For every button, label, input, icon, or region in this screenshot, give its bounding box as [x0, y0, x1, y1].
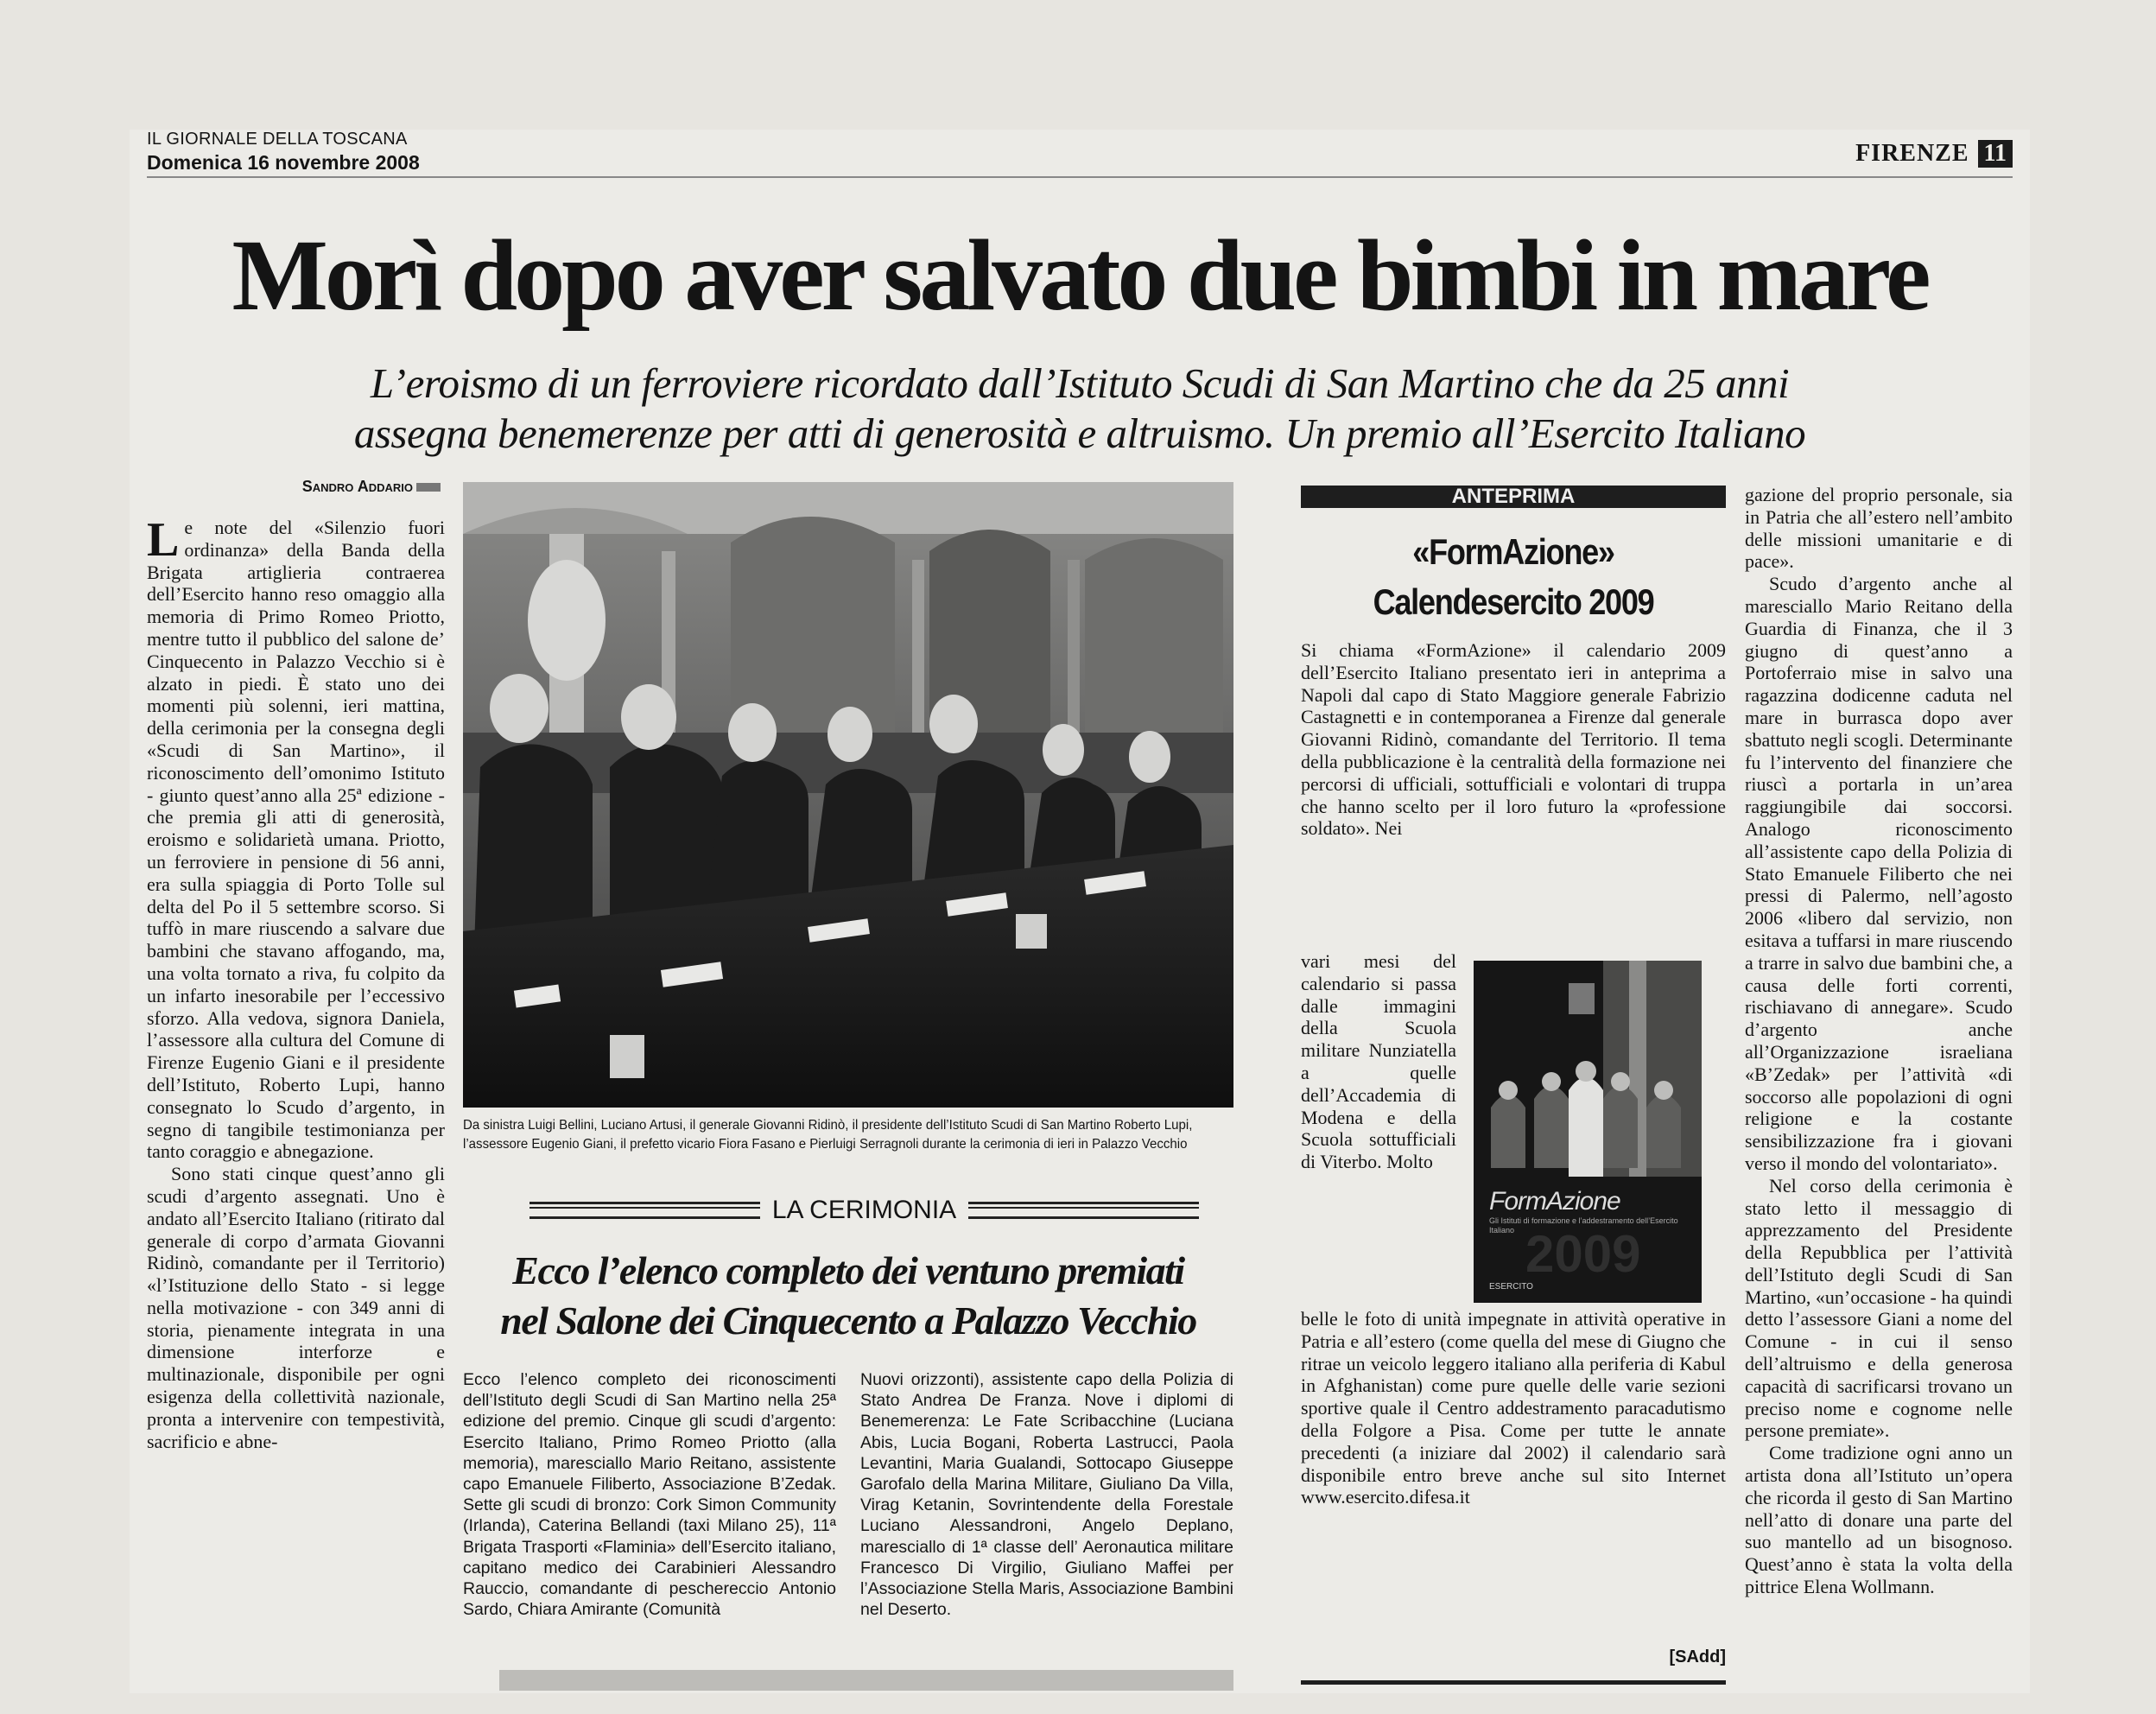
drop-cap: L	[147, 513, 180, 567]
kicker-rule	[968, 1202, 1199, 1219]
section-header	[1855, 140, 2013, 168]
byline	[164, 478, 441, 496]
article-paragraph: gazione del proprio personale, sia in Patria che all’estero nell’ambito delle missioni umanitarie e di pace».	[1745, 484, 2013, 573]
article-paragraph: Come tradizione ogni anno un artista dona all’Istituto un’opera che ricorda il gesto di San Martino nell’atto di donare una parte del suo mantello ad un bisognoso. Quest’anno è stata la volta della pittrice Elena Wollmann.	[1745, 1442, 2013, 1598]
paragraph-text: e note del «Silenzio fuori ordinanza» della Banda della Brigata artiglieria contraerea dell’Esercito hanno reso omaggio alla memoria di Primo Romeo Priotto, mentre tutto il pubblico del salone de’ Cinquecento in Palazzo Vecchio si è alzato in piedi. È stato uno dei momenti più solenni, ieri mattina, della cerimonia per la consegna degli «Scudi di San Martino», il riconoscimento dell’omonimo Istituto - giunto quest’anno alla 25ª edizione - che premia gli atti di generosità, eroismo e solidarietà umana. Priotto, un ferroviere in pensione di 56 anni, era sulla spiaggia di Porto Tolle sul delta del Po il 5 settembre scorso. Si tuffò in mare riuscendo a salvare due bambini che stavano affogando, ma, una volta tornato a riva, fu colpito da un infarto inesorabile per l’eccessivo sforzo. Alla vedova, signora Daniela, l’assessore alla cultura del Comune di Firenze Eugenio Giani e il presidente dell’Istituto, Roberto Lupi, hanno consegnato lo Scudo d’argento, in segno di tangibile testimonianza per tanto coraggio e abnegazione.	[147, 517, 445, 1163]
section-headline-line: Ecco l’elenco completo dei ventuno premiati	[512, 1248, 1184, 1292]
preview-title	[1330, 527, 1696, 627]
calendar-year-watermark: 2009	[1525, 1225, 1641, 1283]
preview-title-line: «FormAzione»	[1412, 531, 1614, 572]
section-kicker	[529, 1196, 1199, 1224]
byline-bar	[416, 483, 441, 492]
awards-column-2	[860, 1369, 1233, 1620]
issue-date: Domenica 16 novembre 2008	[147, 151, 420, 174]
bottom-bar	[499, 1670, 1233, 1691]
subheadline	[147, 359, 2013, 459]
calendar-brand: ESERCITO	[1489, 1282, 1533, 1292]
newspaper-page	[130, 130, 2030, 1693]
kicker-label: LA CERIMONIA	[771, 1196, 957, 1224]
article-paragraph: Sono stati cinque quest’anno gli scudi d’argento assegnati. Uno è andato all’Esercito Italiano (ritirato dal generale di corpo d’armata Giovanni Ridinò, comandante per il Territorio) «l’Istituzione dello Stato - si legge nella motivazione - con 349 anni di storia, pienamente integrata in una dimensione interforze e multinazionale, disponibile per ogni esigenza della collettività nazionale, pronta a intervenire con tempestività, sacrificio e abne-	[147, 1163, 445, 1452]
article-column-1	[147, 513, 445, 1452]
calendar-subtitle: Gli Istituti di formazione e l’addestramento dell’Esercito Italiano	[1489, 1216, 1678, 1235]
preview-paragraph: Si chiama «FormAzione» il calendario 2009 dell’Esercito Italiano presentato ieri in anteprima a Napoli dal capo di Stato Maggiore generale Fabrizio Castagnetti e in contemporanea a Firenze dal generale Giovanni Ridinò, comandante del Territorio. Il tema della pubblicazione è la centralità della formazione nei percorsi di ufficiali, sottufficiali e volontari di truppa che hanno scelto per il loro futuro la «professione soldato». Nei	[1301, 639, 1726, 840]
awards-text: Ecco l’elenco completo dei riconoscimenti dell’Istituto degli Scudi di San Martino nella 25ª edizione del premio. Cinque gli scudi d’argento: Esercito Italiano, Primo Romeo Priotto (alla memoria), maresciallo Mario Reitano, assistente capo Emanuele Filiberto, Associazione B’Zedak. Sette gli scudi di bronzo: Cork Simon Community (Irlanda), Caterina Bellandi (taxi Milano 25), 11ª Brigata Trasporti «Flaminia» dell’Esercito italiano, capitano medico dei Carabinieri Alessandro Rauccio, comandante di peschereccio Antonio Sardo, Chiara Amirante (Comunità	[463, 1370, 836, 1620]
article-paragraph: Nel corso della cerimonia è stato letto il messaggio di apprezzamento del Presidente della Repubblica per l’attività dell’Istituto degli Scudi di San Martino, «un’occasione - ha quindi detto l’assessore Giani a nome del Comune - in cui il senso dell’altruismo e della generosa capacità di sacrificarsi trovano un preciso nome e cognome nelle persone premiate».	[1745, 1174, 2013, 1442]
article-paragraph	[147, 513, 445, 1163]
preview-paragraph: belle le foto di unità impegnate in attività operative in Patria e all’estero (come quella del mese di Giugno che ritrae un veicolo leggero italiano alla periferia di Kabul in Afghanistan) come pure quelle delle varie sezioni sportive quale il Centro addestramento paracadutismo della Folgore a Pisa. Come per tutte le annate precedenti (a iniziare dal 2002) il calendario sarà disponibile entro breve anche sul sito Internet www.esercito.difesa.it	[1301, 1308, 1726, 1508]
ceremony-photo-image	[463, 482, 1233, 1108]
photo-caption: Da sinistra Luigi Bellini, Luciano Artusi, il generale Giovanni Ridinò, il presidente dell’Istituto Scudi di San Martino Roberto Lupi, l’assessore Eugenio Giani, il prefetto vicario Fiora Fasano e Pierluigi Serragnoli durante la cerimonia di ieri in Palazzo Vecchio	[463, 1118, 1193, 1152]
preview-label: ANTEPRIMA	[1301, 486, 1726, 508]
paper-name: IL GIORNALE DELLA TOSCANA	[147, 130, 408, 149]
page-number: 11	[1978, 140, 2013, 168]
subheadline-line: assegna benemerenze per atti di generosità e altruismo. Un premio all’Esercito Italiano	[353, 409, 1806, 457]
calendar-cover	[1474, 961, 1702, 1303]
article-paragraph: Scudo d’argento anche al maresciallo Mario Reitano della Guardia di Finanza, che il 3 giugno di quest’anno a Portoferraio mise in salvo una ragazzina dodicenne caduta nel mare in burrasca dopo aver sbattuto negli scogli. Determinante fu l’intervento del finanziere che riuscì a portarla in un’area raggiungibile dai soccorsi. Analogo riconoscimento all’assistente capo della Polizia di Stato Emanuele Filiberto che nei pressi di Palermo, nell’agosto 2006 «libero dal servizio, non esitava a tuffarsi in mare riuscendo a trarre in salvo due bambini che, a causa delle forti correnti, rischiavano di annegare». Scudo d’argento anche all’Organizzazione israeliana «B’Zedak» per l’attività «di soccorso alle popolazioni di ogni religione e la costante sensibilizzazione fra i giovani verso il mondo del volontariato».	[1745, 573, 2013, 1174]
awards-text: Nuovi orizzonti), assistente capo della Polizia di Stato Andrea De Franza. Nove i diplomi di Benemerenza: Le Fate Scribacchine (Luciana Abis, Lucia Bogani, Roberta Lastrucci, Paola Levantini, Maria Gualandi, Sottocapo Giuseppe Garofalo della Marina Militare, Giuliano Da Villa, Virag Ketanin, Sovrintendente della Forestale Luciano Alessandroni, Angelo Deplano, maresciallo di 1ª classe dell’ Aeronautica militare Francesco Di Virgilio, Giuliano Maffei per l’Associazione Stella Maris, Associazione Bambini nel Deserto.	[860, 1370, 1233, 1620]
signoff: [SAdd]	[1669, 1647, 1726, 1666]
sidebar-rule	[1301, 1680, 1726, 1685]
author-name: Sandro Addario	[301, 478, 413, 495]
header-rule	[147, 176, 2013, 178]
preview-paragraph: vari mesi del calendario si passa dalle immagini della Scuola militare Nunziatella a quelle dell’Accademia di Modena e della Scuola sottufficiali di Viterbo. Molto	[1301, 950, 1456, 1173]
section-headline	[463, 1246, 1233, 1346]
preview-title-line: Calendesercito 2009	[1373, 581, 1654, 622]
headline: Morì dopo aver salvato due bimbi in mare	[231, 219, 1928, 332]
preview-text-top	[1301, 639, 1726, 840]
section-name: FIRENZE	[1855, 140, 1969, 167]
calendar-cover-image	[1474, 961, 1702, 1303]
calendar-title: FormAzione	[1489, 1187, 1620, 1216]
preview-text-bottom	[1301, 1308, 1726, 1508]
subheadline-line: L’eroismo di un ferroviere ricordato dall’Istituto Scudi di San Martino che da 25 anni	[370, 359, 1790, 407]
preview-text-narrow	[1301, 950, 1456, 1173]
article-column-right	[1745, 484, 2013, 1598]
masthead	[147, 130, 420, 175]
section-headline-line: nel Salone dei Cinquecento a Palazzo Vecchio	[500, 1298, 1196, 1343]
ceremony-photo	[463, 482, 1233, 1108]
awards-column-1	[463, 1369, 836, 1620]
kicker-rule	[529, 1202, 760, 1219]
